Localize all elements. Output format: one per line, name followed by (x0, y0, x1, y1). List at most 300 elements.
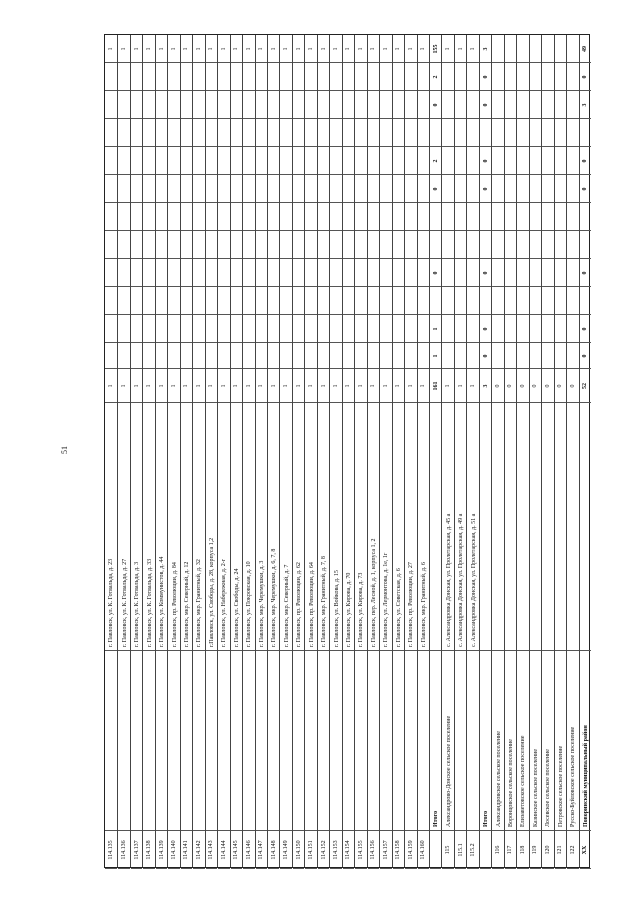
cell-c9 (343, 119, 354, 147)
cell-c7 (181, 175, 192, 203)
page-number: 51 (60, 446, 69, 454)
cell-text: 2 (432, 159, 439, 162)
cell-address (405, 403, 416, 651)
cell-settlement (567, 651, 578, 831)
table-row (479, 35, 491, 867)
cell-c5 (243, 231, 254, 259)
cell-c5 (318, 231, 329, 259)
cell-c5 (330, 231, 341, 259)
cell-c2 (455, 315, 466, 343)
cell-c9 (542, 119, 553, 147)
cell-c7 (505, 175, 516, 203)
cell-c8 (430, 147, 441, 175)
cell-c10 (231, 91, 242, 119)
cell-c4 (405, 259, 416, 287)
cell-c10 (505, 91, 516, 119)
cell-c6 (131, 203, 142, 231)
cell-c6 (206, 203, 217, 231)
cell-c7 (517, 175, 528, 203)
cell-text: Русско-Буйловское сельское поселение (570, 726, 577, 827)
cell-text: 155 (432, 44, 439, 53)
cell-text: 1 (295, 384, 302, 387)
cell-last (168, 35, 179, 63)
cell-text: 0 (482, 103, 489, 106)
cell-text: 114.150 (295, 839, 302, 860)
cell-address (156, 403, 167, 651)
cell-c4 (517, 259, 528, 287)
cell-text: 1 (245, 384, 252, 387)
cell-total (231, 369, 242, 403)
cell-text: Петровское сельское поселение (557, 745, 564, 827)
cell-address (243, 403, 254, 651)
cell-c8 (368, 147, 379, 175)
cell-c5 (206, 231, 217, 259)
cell-c4 (318, 259, 329, 287)
cell-text: 1 (121, 384, 128, 387)
cell-c1 (505, 343, 516, 369)
cell-total (455, 369, 466, 403)
cell-c3 (330, 287, 341, 315)
cell-c6 (330, 203, 341, 231)
cell-c11 (405, 63, 416, 91)
cell-text: 3 (482, 384, 489, 387)
cell-c11 (293, 63, 304, 91)
cell-c11 (305, 63, 316, 91)
cell-c7 (580, 175, 591, 203)
cell-last (206, 35, 217, 63)
table-row (230, 35, 242, 867)
cell-c5 (105, 231, 117, 259)
cell-text: 114.136 (121, 839, 128, 860)
cell-text: 49 (582, 45, 589, 52)
cell-c2 (580, 315, 591, 343)
cell-c6 (492, 203, 503, 231)
cell-num (355, 831, 366, 869)
cell-num (467, 831, 478, 869)
cell-c11 (243, 63, 254, 91)
cell-text: 1 (395, 384, 402, 387)
cell-text: 114.152 (320, 839, 327, 860)
cell-c10 (268, 91, 279, 119)
cell-text: 114.146 (245, 839, 252, 860)
cell-text: Казинское сельское поселение (532, 748, 539, 827)
cell-text: 1 (270, 47, 277, 50)
cell-num (567, 831, 578, 869)
cell-c1 (405, 343, 416, 369)
cell-text: г. Павловск, мкр. Черемушки, д. 3 (258, 560, 265, 647)
cell-c2 (305, 315, 316, 343)
cell-text: 114.154 (345, 839, 352, 860)
cell-c3 (243, 287, 254, 315)
cell-c8 (530, 147, 541, 175)
cell-c2 (542, 315, 553, 343)
cell-c8 (193, 147, 204, 175)
cell-text: 114.153 (333, 839, 340, 860)
cell-c6 (530, 203, 541, 231)
cell-settlement (243, 651, 254, 831)
table-row (117, 35, 129, 867)
cell-text: 1 (258, 47, 265, 50)
cell-num (156, 831, 167, 869)
cell-total (505, 369, 516, 403)
cell-text: 1 (357, 47, 364, 50)
cell-text: г. Павловск, ул. Кирова, д. 70 (345, 572, 352, 647)
cell-c2 (330, 315, 341, 343)
cell-last (567, 35, 578, 63)
cell-address (555, 403, 566, 651)
cell-num (430, 831, 441, 869)
cell-c8 (143, 147, 154, 175)
cell-total (393, 369, 404, 403)
cell-c1 (467, 343, 478, 369)
cell-settlement (418, 651, 429, 831)
cell-text: 1 (233, 384, 240, 387)
cell-c4 (393, 259, 404, 287)
cell-num (280, 831, 291, 869)
cell-c3 (580, 287, 591, 315)
cell-c9 (131, 119, 142, 147)
cell-c9 (405, 119, 416, 147)
cell-num (168, 831, 179, 869)
cell-c3 (193, 287, 204, 315)
cell-c4 (442, 259, 453, 287)
cell-text: 161 (432, 381, 439, 390)
cell-c5 (118, 231, 129, 259)
cell-address (480, 403, 491, 651)
cell-text: 118 (519, 845, 526, 854)
cell-address (430, 403, 441, 651)
cell-text: г. Павловск, мкр. Северный, д. 7 (283, 564, 290, 647)
cell-last (268, 35, 279, 63)
cell-address (517, 403, 528, 651)
cell-address (268, 403, 279, 651)
table-row (329, 35, 341, 867)
cell-c11 (380, 63, 391, 91)
cell-total (542, 369, 553, 403)
cell-c10 (430, 91, 441, 119)
cell-c10 (580, 91, 591, 119)
cell-total (343, 369, 354, 403)
cell-c9 (505, 119, 516, 147)
table-row (454, 35, 466, 867)
cell-settlement (530, 651, 541, 831)
cell-total (380, 369, 391, 403)
cell-c3 (442, 287, 453, 315)
cell-c2 (156, 315, 167, 343)
cell-text: 0 (482, 271, 489, 274)
cell-c2 (143, 315, 154, 343)
cell-settlement (343, 651, 354, 831)
cell-num (380, 831, 391, 869)
cell-c11 (143, 63, 154, 91)
cell-c1 (380, 343, 391, 369)
cell-text: 3 (482, 47, 489, 50)
cell-c4 (355, 259, 366, 287)
cell-c1 (231, 343, 242, 369)
cell-c3 (467, 287, 478, 315)
cell-c5 (218, 231, 229, 259)
cell-settlement (355, 651, 366, 831)
cell-c10 (555, 91, 566, 119)
cell-c4 (193, 259, 204, 287)
data-table (104, 34, 590, 868)
cell-num (530, 831, 541, 869)
cell-c3 (505, 287, 516, 315)
cell-c1 (118, 343, 129, 369)
cell-c4 (131, 259, 142, 287)
cell-c4 (168, 259, 179, 287)
cell-address (293, 403, 304, 651)
cell-c10 (118, 91, 129, 119)
cell-text: 1 (171, 384, 178, 387)
cell-c9 (268, 119, 279, 147)
cell-text: 114.144 (220, 839, 227, 860)
cell-num (256, 831, 267, 869)
cell-c6 (567, 203, 578, 231)
cell-last (193, 35, 204, 63)
cell-text: 0 (582, 271, 589, 274)
cell-c7 (555, 175, 566, 203)
table-row (342, 35, 354, 867)
cell-c3 (343, 287, 354, 315)
cell-c6 (193, 203, 204, 231)
cell-address (218, 403, 229, 651)
cell-total (156, 369, 167, 403)
cell-c1 (218, 343, 229, 369)
cell-text: 116 (495, 845, 502, 854)
cell-c11 (455, 63, 466, 91)
cell-c9 (231, 119, 242, 147)
cell-c1 (193, 343, 204, 369)
cell-c3 (393, 287, 404, 315)
cell-c6 (218, 203, 229, 231)
cell-c4 (380, 259, 391, 287)
cell-c10 (218, 91, 229, 119)
cell-num (393, 831, 404, 869)
cell-settlement (380, 651, 391, 831)
cell-c9 (330, 119, 341, 147)
cell-settlement (305, 651, 316, 831)
cell-c11 (580, 63, 591, 91)
cell-text: 1 (208, 384, 215, 387)
cell-c11 (567, 63, 578, 91)
cell-c4 (505, 259, 516, 287)
cell-address (318, 403, 329, 651)
cell-settlement (542, 651, 553, 831)
cell-address (181, 403, 192, 651)
cell-c1 (492, 343, 503, 369)
cell-c8 (206, 147, 217, 175)
cell-text: с. Александровка Донская, ул. Пролетарская, д. 49 а (458, 513, 465, 647)
cell-c11 (393, 63, 404, 91)
cell-text: 1 (370, 384, 377, 387)
cell-c5 (492, 231, 503, 259)
cell-num (131, 831, 142, 869)
cell-c3 (280, 287, 291, 315)
cell-c1 (393, 343, 404, 369)
cell-c2 (505, 315, 516, 343)
cell-c2 (492, 315, 503, 343)
cell-settlement (256, 651, 267, 831)
cell-text: 1 (370, 47, 377, 50)
cell-c5 (131, 231, 142, 259)
cell-address (542, 403, 553, 651)
cell-c10 (542, 91, 553, 119)
cell-text: 0 (544, 384, 551, 387)
cell-text: 1 (407, 384, 414, 387)
table-row (441, 35, 453, 867)
cell-last (355, 35, 366, 63)
cell-c7 (467, 175, 478, 203)
cell-settlement (131, 651, 142, 831)
cell-c5 (567, 231, 578, 259)
table-row (516, 35, 528, 867)
cell-c10 (405, 91, 416, 119)
cell-c2 (442, 315, 453, 343)
cell-c6 (355, 203, 366, 231)
cell-c9 (181, 119, 192, 147)
cell-c5 (442, 231, 453, 259)
cell-text: 3 (582, 103, 589, 106)
cell-c7 (567, 175, 578, 203)
cell-address (530, 403, 541, 651)
cell-settlement (193, 651, 204, 831)
cell-c9 (355, 119, 366, 147)
cell-c1 (293, 343, 304, 369)
cell-last (467, 35, 478, 63)
cell-c11 (206, 63, 217, 91)
cell-c10 (567, 91, 578, 119)
cell-c2 (118, 315, 129, 343)
cell-c8 (567, 147, 578, 175)
cell-c6 (181, 203, 192, 231)
table-row (267, 35, 279, 867)
cell-last (542, 35, 553, 63)
cell-last (280, 35, 291, 63)
cell-c1 (430, 343, 441, 369)
cell-c9 (467, 119, 478, 147)
cell-c3 (492, 287, 503, 315)
cell-c6 (505, 203, 516, 231)
cell-total (268, 369, 279, 403)
cell-c10 (256, 91, 267, 119)
cell-address (343, 403, 354, 651)
cell-text: г. Павловск, ул. Коммунистов, д. 44 (159, 556, 166, 647)
cell-text: 121 (557, 845, 564, 854)
cell-c6 (343, 203, 354, 231)
cell-c3 (168, 287, 179, 315)
cell-text: г. Павловск, мкр. Гранитный, д. 7, 8 (321, 556, 328, 647)
cell-c5 (156, 231, 167, 259)
cell-c6 (156, 203, 167, 231)
cell-c6 (430, 203, 441, 231)
cell-text: Воронцовское сельское поселение (507, 739, 514, 827)
cell-c8 (280, 147, 291, 175)
cell-text: г. Павловск, ул. Лермонтова, д. 1е, 1г (383, 552, 390, 647)
cell-text: Поворинский муниципальный район (582, 725, 589, 827)
cell-c8 (156, 147, 167, 175)
cell-c11 (355, 63, 366, 91)
cell-text: 1 (470, 384, 477, 387)
cell-text: 1 (382, 384, 389, 387)
cell-c8 (580, 147, 591, 175)
cell-text: 1 (333, 47, 340, 50)
cell-c10 (105, 91, 117, 119)
cell-text: 1 (233, 47, 240, 50)
cell-c7 (430, 175, 441, 203)
cell-c10 (293, 91, 304, 119)
cell-c9 (517, 119, 528, 147)
cell-address (393, 403, 404, 651)
cell-c2 (293, 315, 304, 343)
cell-c5 (256, 231, 267, 259)
cell-text: 0 (482, 187, 489, 190)
cell-c3 (530, 287, 541, 315)
cell-text: г. Павловск, ул. Свободы, д. 24 (233, 568, 240, 647)
cell-settlement (517, 651, 528, 831)
table-row (367, 35, 379, 867)
cell-settlement (105, 651, 117, 831)
cell-address (280, 403, 291, 651)
cell-c7 (218, 175, 229, 203)
cell-c6 (305, 203, 316, 231)
cell-text: 1 (382, 47, 389, 50)
cell-c11 (517, 63, 528, 91)
cell-c4 (256, 259, 267, 287)
cell-c6 (231, 203, 242, 231)
cell-c7 (293, 175, 304, 203)
cell-c11 (542, 63, 553, 91)
cell-c3 (143, 287, 154, 315)
cell-c2 (530, 315, 541, 343)
cell-c3 (181, 287, 192, 315)
cell-c6 (256, 203, 267, 231)
cell-c5 (405, 231, 416, 259)
cell-c2 (268, 315, 279, 343)
cell-num (492, 831, 503, 869)
cell-c7 (330, 175, 341, 203)
cell-c10 (467, 91, 478, 119)
cell-address (206, 403, 217, 651)
cell-settlement (218, 651, 229, 831)
cell-c8 (105, 147, 117, 175)
cell-c4 (243, 259, 254, 287)
cell-c9 (206, 119, 217, 147)
cell-text: 114.155 (357, 839, 364, 860)
cell-address (143, 403, 154, 651)
cell-c11 (480, 63, 491, 91)
cell-settlement (467, 651, 478, 831)
cell-text: 1 (183, 47, 190, 50)
cell-c9 (218, 119, 229, 147)
cell-c11 (231, 63, 242, 91)
cell-text: 0 (519, 384, 526, 387)
cell-text: 1 (308, 384, 315, 387)
cell-c11 (368, 63, 379, 91)
cell-c3 (156, 287, 167, 315)
cell-last (231, 35, 242, 63)
cell-num (505, 831, 516, 869)
cell-c4 (143, 259, 154, 287)
cell-c10 (330, 91, 341, 119)
cell-settlement (405, 651, 416, 831)
table-row (167, 35, 179, 867)
cell-num (368, 831, 379, 869)
cell-text: 114.147 (258, 839, 265, 860)
cell-last (555, 35, 566, 63)
cell-num (206, 831, 217, 869)
cell-c8 (305, 147, 316, 175)
